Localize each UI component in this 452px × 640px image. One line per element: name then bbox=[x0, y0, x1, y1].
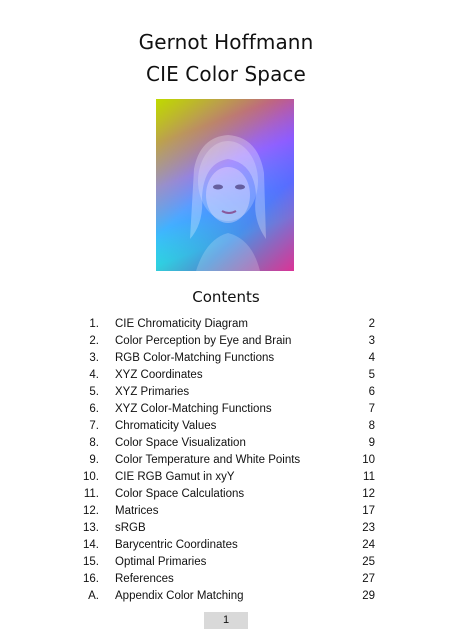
cover-portrait-image bbox=[156, 99, 294, 271]
toc-entry-page: 4 bbox=[368, 352, 375, 364]
contents-heading: Contents bbox=[192, 288, 260, 306]
toc-entry-page: 24 bbox=[362, 539, 375, 551]
toc-entry-number: 15. bbox=[83, 556, 99, 568]
toc-entry-number: A. bbox=[88, 590, 99, 602]
document-title: CIE Color Space bbox=[146, 62, 306, 86]
toc-entry-title: CIE Chromaticity Diagram bbox=[115, 318, 248, 330]
author-name: Gernot Hoffmann bbox=[138, 30, 314, 54]
toc-entry-title: Optimal Primaries bbox=[115, 556, 207, 568]
toc-entry-title: References bbox=[115, 573, 174, 585]
toc-entry[interactable] bbox=[0, 452, 452, 469]
toc-entry[interactable] bbox=[0, 537, 452, 554]
toc-entry-number: 14. bbox=[83, 539, 99, 551]
toc-entry-page: 2 bbox=[368, 318, 375, 330]
toc-entry-number: 9. bbox=[89, 454, 99, 466]
toc-entry-page: 25 bbox=[362, 556, 375, 568]
toc-entry-number: 1. bbox=[89, 318, 99, 330]
toc-entry-title: RGB Color-Matching Functions bbox=[115, 352, 275, 364]
toc-entry-title: Color Perception by Eye and Brain bbox=[115, 335, 292, 347]
toc-entry[interactable] bbox=[0, 401, 452, 418]
portrait-silhouette bbox=[156, 99, 294, 271]
toc-entry-page: 29 bbox=[362, 590, 375, 602]
toc-entry[interactable] bbox=[0, 486, 452, 503]
toc-entry-number: 2. bbox=[89, 335, 99, 347]
toc-entry-number: 5. bbox=[89, 386, 99, 398]
toc-entry-number: 10. bbox=[83, 471, 99, 483]
toc-entry-number: 7. bbox=[89, 420, 99, 432]
toc-entry-number: 13. bbox=[83, 522, 99, 534]
toc-entry-page: 3 bbox=[368, 335, 375, 347]
toc-entry[interactable] bbox=[0, 554, 452, 571]
toc-entry-title: Color Space Calculations bbox=[115, 488, 245, 500]
toc-entry-page: 12 bbox=[362, 488, 375, 500]
toc-entry[interactable] bbox=[0, 367, 452, 384]
toc-entry-number: 8. bbox=[89, 437, 99, 449]
toc-entry-title: CIE RGB Gamut in xyY bbox=[115, 471, 235, 483]
toc-entry[interactable] bbox=[0, 571, 452, 588]
toc-entry-title: Barycentric Coordinates bbox=[115, 539, 238, 551]
toc-entry-page: 11 bbox=[363, 471, 375, 483]
toc-entry-page: 10 bbox=[362, 454, 375, 466]
toc-entry-number: 3. bbox=[89, 352, 99, 364]
toc-entry-title: Chromaticity Values bbox=[115, 420, 217, 432]
toc-entry[interactable] bbox=[0, 435, 452, 452]
toc-entry-title: sRGB bbox=[115, 522, 146, 534]
toc-entry-page: 5 bbox=[368, 369, 375, 381]
toc-entry-title: XYZ Color-Matching Functions bbox=[115, 403, 272, 415]
toc-entry[interactable] bbox=[0, 503, 452, 520]
toc-entry-title: Color Temperature and White Points bbox=[115, 454, 301, 466]
toc-entry[interactable] bbox=[0, 418, 452, 435]
toc-entry-page: 17 bbox=[362, 505, 375, 517]
toc-entry[interactable] bbox=[0, 384, 452, 401]
toc-entry-title: XYZ Primaries bbox=[115, 386, 190, 398]
page-number: 1 bbox=[204, 612, 248, 629]
document-title-block bbox=[0, 26, 452, 90]
toc-entry-page: 23 bbox=[362, 522, 375, 534]
toc-entry-number: 4. bbox=[89, 369, 99, 381]
toc-entry-page: 9 bbox=[368, 437, 375, 449]
toc-entry-title: Color Space Visualization bbox=[115, 437, 246, 449]
toc-entry-title: Appendix Color Matching bbox=[115, 590, 244, 602]
table-of-contents bbox=[0, 316, 452, 605]
toc-entry[interactable] bbox=[0, 469, 452, 486]
toc-entry-page: 6 bbox=[368, 386, 375, 398]
toc-entry[interactable] bbox=[0, 520, 452, 537]
toc-entry-title: Matrices bbox=[115, 505, 159, 517]
toc-entry-page: 27 bbox=[362, 573, 375, 585]
toc-entry[interactable] bbox=[0, 316, 452, 333]
toc-entry[interactable] bbox=[0, 350, 452, 367]
toc-entry-title: XYZ Coordinates bbox=[115, 369, 203, 381]
toc-entry-number: 16. bbox=[83, 573, 99, 585]
toc-entry-number: 6. bbox=[89, 403, 99, 415]
toc-entry[interactable] bbox=[0, 588, 452, 605]
toc-entry[interactable] bbox=[0, 333, 452, 350]
toc-entry-number: 12. bbox=[83, 505, 99, 517]
toc-entry-number: 11. bbox=[83, 488, 99, 500]
toc-entry-page: 7 bbox=[368, 403, 375, 415]
toc-entry-page: 8 bbox=[368, 420, 375, 432]
